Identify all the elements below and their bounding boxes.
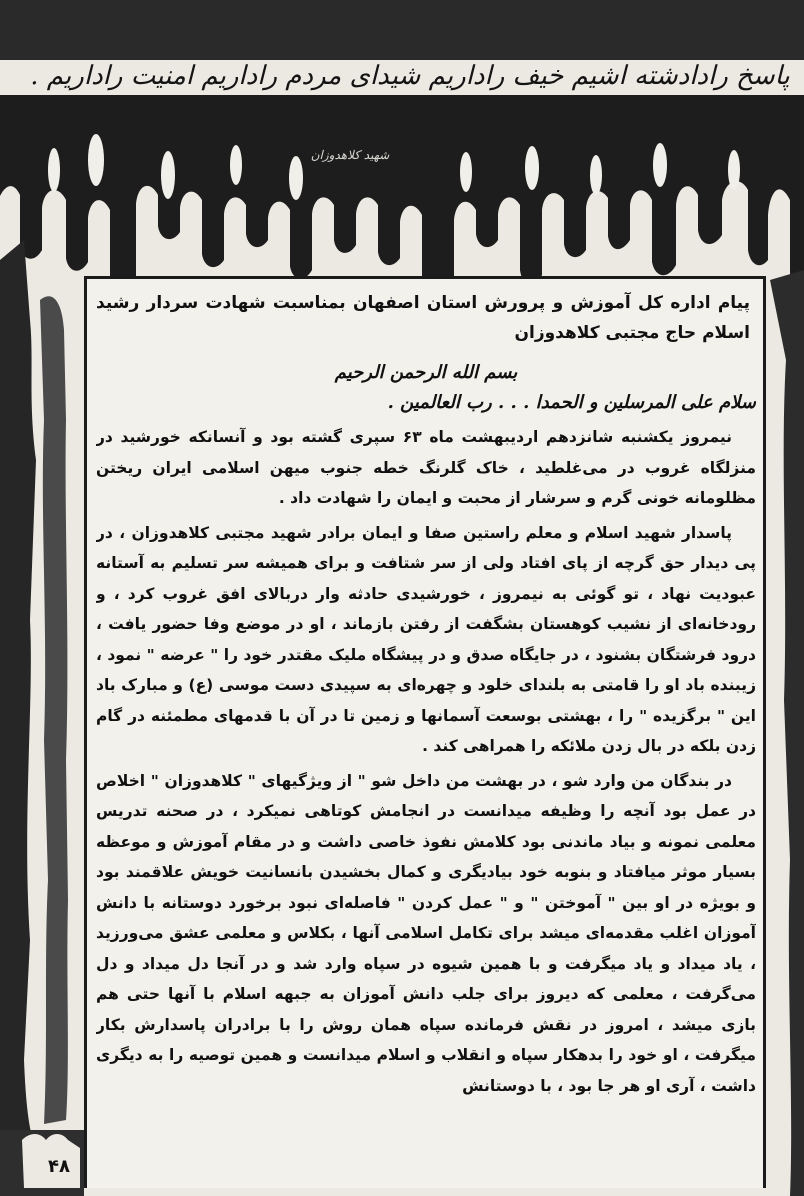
top-slogan: پاسخ رادادشته اشیم خیف راداریم شیدای مردم راداریم امنیت راداریم . — [30, 61, 790, 91]
article-body — [96, 282, 756, 1188]
basmala: بسم الله الرحمن الرحیم — [334, 362, 518, 383]
left-drip-column — [0, 240, 38, 1160]
paragraph-3: در بندگان من وارد شو ، در بهشت من داخل شو " از ویژگیهای " کلاهدوزان " اخلاص در عمل بود آنچه را وظیفه میدانست در انجامش کوتاهی نمیکرد ، در صحنه تدریس معلمی نمونه و بیاد ماندنی بود کلامش نفوذ خاصی داشت و در مقام آموزش و موعظه بسیار موثر میافتاد و بنوبه خود بیادیگری و کمال بخشیدن بانسانیت خویش علاقمند بود و بویژه در او بین " آموختن " و " عمل کردن " فاصله‌ای نبود برخورد دوستانه با دانش آموزان اغلب مقدمه‌ای میشد برای تکامل اسلامی آنها ، بکلاس و معلمی عشق می‌ورزید ، یاد میداد و یاد میگرفت و با همین شیوه در سپاه وارد شد و در آنجا دل میداد و دل می‌گرفت ، معلمی که دیروز برای جلب دانش آموزان به جبهه اسلام با آنها حتی هم بازی میشد ، امروز در نقش فرمانده سپاه همان روش را با برادران پاسدارش بکار میگرفت ، او خود را بدهکار سپاه و انقلاب و اسلام میدانست و همین توصیه را به دیگری داشت ، آری او هر جا بود ، با دوستانش — [96, 771, 756, 1095]
signature-text: شهید کلاهدوزان — [310, 148, 390, 162]
paragraph-2: پاسدار شهید اسلام و معلم راستین صفا و ایمان برادر شهید مجتبی کلاهدوزان ، در پی دیدار حق گرچه از پای افتاد ولی از سر شتافت و برای همیشه سر تسلیم به آستانه عبودیت نهاد ، تو گوئی به نیمروز ، خورشیدی حادثه وار دربالای افق غروب کرد ، و رودخانه‌ای از نشیب کوهستان بشگفت از رفتن بازماند ، او در موضع وفا حضور یافت ، درود فرشتگان بشنود ، در جایگاه صدق و در پیشگاه ملیک مقتدر خود را " عرضه " نمود ، زیبنده باد او را قامتی به بلندای خلود و چهره‌ای به سپیدی دست موسی (ع) و مبارک باد این " برگزیده " را ، بهشتی بوسعت آسمانها و زمین تا در آن با قدمهای مطمئنه در گام زدن بلکه در بال زدن ملائکه را همراهی کند . — [96, 523, 756, 755]
salutation: سلام علی المرسلین و الحمدا . . . رب العالمین . — [387, 392, 756, 413]
article-heading: پیام اداره کل آموزش و پرورش استان اصفهان بمناسبت شهادت سردار رشید اسلام حاج مجتبی کلاهدوزان — [96, 293, 750, 343]
paragraph-1: نیمروز یکشنبه شانزدهم اردیبهشت ماه ۶۳ سپری گشته بود و آنسانکه خورشید در منزلگاه غروب در می‌غلطید ، خاک گلرنگ خطه جنوب میهن اسلامی ایران ریختن مظلومانه خونی گرم و سرشار از محبت و ایمان را شهادت داد . — [96, 428, 756, 507]
left-drip-inner — [40, 296, 68, 1124]
right-drip-column — [770, 270, 804, 1196]
page-number: ۴۸ — [48, 1156, 70, 1177]
